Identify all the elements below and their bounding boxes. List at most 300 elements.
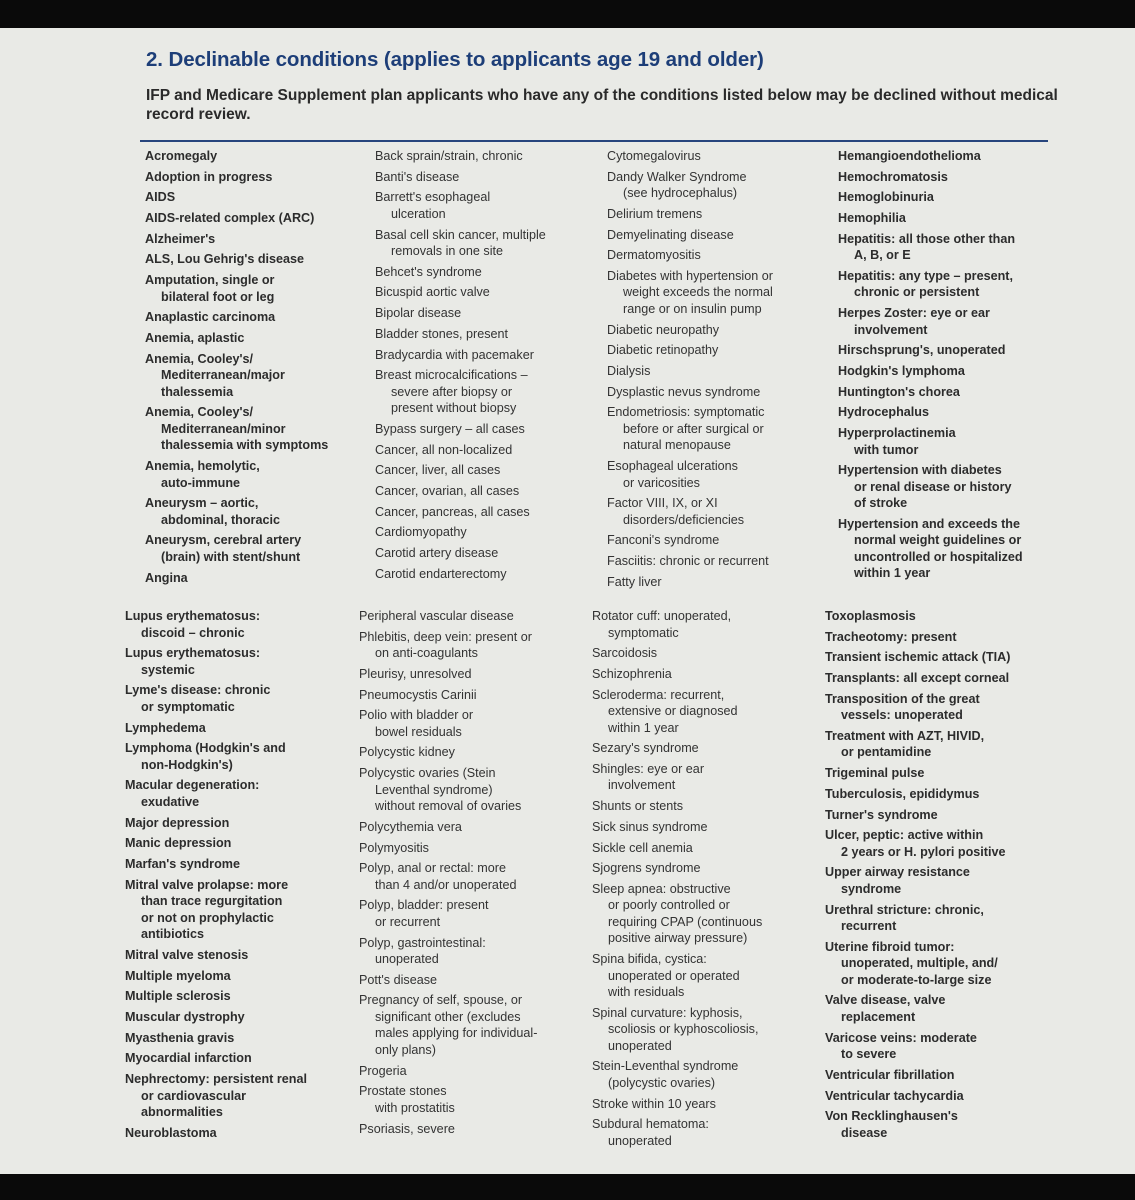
condition-item (145, 251, 360, 268)
condition-line: Diabetic neuropathy (607, 322, 720, 337)
condition-line: Macular degeneration: (125, 778, 260, 793)
condition-item (592, 761, 812, 794)
condition-line: Subdural hematoma: (592, 1117, 709, 1132)
condition-line: Valve disease, valve (825, 993, 946, 1008)
condition-line: syndrome (841, 881, 902, 896)
condition-item (838, 384, 1058, 401)
condition-item (825, 827, 1045, 860)
condition-line: Myasthenia gravis (125, 1030, 235, 1045)
condition-line: Factor VIII, IX, or XI (607, 496, 718, 511)
title-divider (140, 140, 1048, 142)
condition-item (825, 1088, 1045, 1105)
condition-item (838, 268, 1058, 301)
condition-line: on anti-coagulants (375, 646, 478, 661)
condition-item (607, 574, 822, 591)
condition-line: Anemia, aplastic (145, 331, 245, 345)
condition-item (607, 247, 822, 264)
condition-item (825, 902, 1045, 935)
condition-line: Anemia, Cooley's/ (145, 405, 253, 420)
condition-line: Sarcoidosis (592, 646, 658, 661)
condition-item (592, 1116, 812, 1149)
condition-item (592, 951, 812, 1001)
condition-line: Basal cell skin cancer, multiple (375, 227, 546, 242)
condition-item (592, 645, 812, 662)
condition-item (592, 687, 812, 737)
conditions-column-3 (607, 148, 822, 595)
condition-line: Mitral valve stenosis (125, 947, 249, 962)
condition-line: 2 years or H. pylori positive (841, 844, 1006, 859)
condition-line: Pott's disease (359, 972, 438, 987)
condition-line: Lupus erythematosus: (125, 646, 261, 661)
condition-item (592, 798, 812, 815)
condition-line: ALS, Lou Gehrig's disease (145, 252, 305, 267)
condition-line: Banti's disease (375, 169, 460, 184)
condition-item (838, 363, 1058, 380)
condition-item (838, 169, 1058, 186)
condition-item (375, 169, 595, 186)
condition-line: Anaplastic carcinoma (145, 310, 276, 325)
condition-item (359, 608, 579, 625)
condition-item (375, 305, 595, 322)
condition-line: auto-immune (161, 475, 241, 490)
conditions-column-4 (838, 148, 1058, 586)
condition-item (375, 367, 595, 417)
condition-line: or cardiovascular (141, 1088, 246, 1103)
condition-item (838, 305, 1058, 338)
condition-item (825, 807, 1045, 824)
condition-line: of stroke (854, 496, 908, 511)
condition-item (375, 483, 595, 500)
condition-line: within 1 year (608, 720, 679, 735)
condition-line: Toxoplasmosis (825, 609, 916, 623)
condition-line: antibiotics (141, 927, 204, 942)
condition-line: Mediterranean/minor (161, 421, 286, 436)
section-intro: IFP and Medicare Supplement plan applicants who have any of the conditions listed below may be declined without medical record review. (146, 87, 1058, 123)
condition-line: range or on insulin pump (623, 301, 762, 316)
condition-line: Peripheral vascular disease (359, 609, 514, 623)
condition-item (359, 972, 579, 989)
condition-line: Lyme's disease: chronic (125, 683, 271, 698)
condition-item (125, 968, 350, 985)
condition-line: Hirschsprung's, unoperated (838, 343, 1006, 358)
condition-item (592, 860, 812, 877)
condition-line: Ventricular fibrillation (825, 1067, 955, 1082)
condition-line: AIDS-related complex (ARC) (145, 211, 315, 226)
condition-item (359, 897, 579, 930)
condition-line: Pregnancy of self, spouse, or (359, 993, 523, 1008)
condition-line: or varicosities (623, 475, 700, 490)
condition-line: Dandy Walker Syndrome (607, 169, 747, 184)
condition-item (375, 421, 595, 438)
condition-item (825, 765, 1045, 782)
condition-line: Hyperprolactinemia (838, 426, 956, 441)
condition-line: Demyelinating disease (607, 227, 734, 242)
condition-line: Endometriosis: symptomatic (607, 405, 765, 420)
condition-line: A, B, or E (854, 248, 911, 263)
condition-line: or moderate-to-large size (841, 972, 992, 987)
condition-line: Transplants: all except corneal (825, 671, 1010, 686)
condition-line: Hemoglobinuria (838, 190, 934, 205)
condition-line: Lupus erythematosus: (125, 609, 261, 623)
condition-item (838, 210, 1058, 227)
condition-line: (brain) with stent/shunt (161, 549, 301, 564)
condition-line: Behcet's syndrome (375, 264, 482, 279)
condition-line: bowel residuals (375, 724, 462, 739)
condition-item (607, 148, 822, 165)
condition-line: Amputation, single or (145, 273, 275, 288)
condition-item (125, 777, 350, 810)
condition-line: Esophageal ulcerations (607, 459, 738, 474)
condition-line: Aneurysm – aortic, (145, 496, 259, 511)
condition-line: to severe (841, 1047, 897, 1062)
condition-line: Polio with bladder or (359, 708, 474, 723)
condition-line: Bicuspid aortic valve (375, 285, 490, 300)
condition-item (125, 1009, 350, 1026)
condition-line: non-Hodgkin's) (141, 757, 233, 772)
condition-item (375, 442, 595, 459)
condition-line: Fatty liver (607, 574, 662, 589)
condition-item (375, 524, 595, 541)
condition-line: Sickle cell anemia (592, 840, 693, 855)
condition-item (607, 342, 822, 359)
condition-line: Mediterranean/major (161, 368, 285, 383)
condition-item (145, 330, 360, 347)
condition-item (375, 264, 595, 281)
condition-item (607, 227, 822, 244)
condition-item (825, 1108, 1045, 1141)
condition-line: Rotator cuff: unoperated, (592, 609, 732, 623)
condition-item (125, 815, 350, 832)
document-page (0, 28, 1135, 1174)
condition-item (825, 670, 1045, 687)
condition-item (125, 1125, 350, 1142)
condition-line: Cardiomyopathy (375, 525, 467, 540)
condition-line: Delirium tremens (607, 206, 703, 221)
condition-item (145, 495, 360, 528)
condition-item (145, 210, 360, 227)
condition-item (607, 169, 822, 202)
condition-item (838, 189, 1058, 206)
condition-line: Turner's syndrome (825, 807, 938, 822)
condition-item (375, 545, 595, 562)
condition-line: Transient ischemic attack (TIA) (825, 650, 1011, 665)
condition-item (607, 384, 822, 401)
condition-item (838, 516, 1058, 582)
condition-item (359, 860, 579, 893)
condition-line: Ulcer, peptic: active within (825, 828, 984, 843)
condition-line: unoperated (375, 952, 439, 967)
condition-line: Bladder stones, present (375, 326, 509, 341)
condition-item (145, 231, 360, 248)
condition-line: uncontrolled or hospitalized (854, 549, 1023, 564)
condition-line: Marfan's syndrome (125, 857, 240, 871)
condition-item (145, 309, 360, 326)
condition-item (592, 666, 812, 683)
condition-item (825, 1030, 1045, 1063)
conditions-column-5 (125, 608, 350, 1145)
condition-line: Transposition of the great (825, 691, 980, 706)
condition-item (592, 1005, 812, 1055)
condition-item (375, 462, 595, 479)
condition-line: Prostate stones (359, 1084, 447, 1099)
condition-line: Cancer, ovarian, all cases (375, 483, 520, 498)
condition-line: Aneurysm, cerebral artery (145, 533, 302, 548)
condition-item (838, 342, 1058, 359)
condition-line: ulceration (391, 206, 446, 221)
condition-line: unoperated (608, 1133, 672, 1148)
condition-line: involvement (854, 322, 928, 337)
condition-line: Hepatitis: all those other than (838, 231, 1016, 246)
condition-line: discoid – chronic (141, 625, 245, 640)
condition-line: Polymyositis (359, 840, 429, 855)
condition-line: Bradycardia with pacemaker (375, 347, 534, 362)
condition-line: Polyp, bladder: present (359, 898, 489, 913)
condition-item (592, 819, 812, 836)
condition-item (375, 148, 595, 165)
condition-item (592, 1058, 812, 1091)
condition-line: Diabetic retinopathy (607, 343, 719, 358)
condition-item (592, 1096, 812, 1113)
condition-item (125, 608, 350, 641)
condition-line: recurrent (841, 919, 897, 934)
condition-line: Dysplastic nevus syndrome (607, 384, 761, 399)
condition-line: systemic (141, 662, 195, 677)
condition-item (607, 553, 822, 570)
condition-item (375, 347, 595, 364)
condition-line: Hemochromatosis (838, 169, 948, 184)
condition-item (359, 840, 579, 857)
condition-line: Cancer, pancreas, all cases (375, 504, 530, 519)
condition-line: Cancer, liver, all cases (375, 463, 501, 478)
condition-line: Major depression (125, 815, 230, 830)
condition-line: Hemophilia (838, 211, 906, 226)
condition-item (125, 877, 350, 943)
condition-item (825, 608, 1045, 625)
condition-item (825, 992, 1045, 1025)
condition-line: Polyp, gastrointestinal: (359, 935, 486, 950)
conditions-column-8 (825, 608, 1045, 1145)
condition-line: Breast microcalcifications – (375, 368, 528, 383)
condition-item (359, 666, 579, 683)
condition-line: or recurrent (375, 914, 441, 929)
condition-line: Urethral stricture: chronic, (825, 902, 984, 917)
condition-line: exudative (141, 794, 200, 809)
condition-item (592, 881, 812, 947)
conditions-column-2 (375, 148, 595, 586)
condition-line: Shingles: eye or ear (592, 761, 705, 776)
condition-item (125, 947, 350, 964)
condition-item (125, 988, 350, 1005)
condition-line: Dialysis (607, 364, 651, 378)
condition-line: Sjogrens syndrome (592, 861, 701, 876)
condition-line: Schizophrenia (592, 666, 672, 681)
condition-item (838, 425, 1058, 458)
condition-item (838, 231, 1058, 264)
condition-line: replacement (841, 1009, 916, 1024)
condition-line: scoliosis or kyphoscoliosis, (608, 1022, 759, 1037)
condition-line: or pentamidine (841, 745, 932, 760)
condition-item (825, 728, 1045, 761)
condition-item (145, 404, 360, 454)
condition-item (375, 504, 595, 521)
condition-line: Herpes Zoster: eye or ear (838, 306, 990, 321)
condition-item (375, 227, 595, 260)
condition-item (825, 1067, 1045, 1084)
condition-item (145, 272, 360, 305)
condition-line: Polycystic kidney (359, 745, 455, 760)
condition-line: Sezary's syndrome (592, 741, 699, 756)
condition-line: chronic or persistent (854, 285, 980, 300)
condition-line: Multiple myeloma (125, 968, 231, 983)
condition-item (359, 819, 579, 836)
condition-line: thalessemia (161, 384, 234, 399)
condition-line: Polycythemia vera (359, 819, 462, 834)
condition-item (825, 629, 1045, 646)
condition-line: natural menopause (623, 438, 731, 453)
condition-line: Cancer, all non-localized (375, 442, 513, 457)
condition-line: Carotid endarterectomy (375, 566, 507, 581)
condition-line: Neuroblastoma (125, 1125, 217, 1140)
condition-line: extensive or diagnosed (608, 704, 738, 719)
condition-line: disorders/deficiencies (623, 512, 745, 527)
condition-item (592, 740, 812, 757)
condition-line: or symptomatic (141, 699, 235, 714)
condition-item (125, 1071, 350, 1121)
condition-item (375, 566, 595, 583)
condition-line: Manic depression (125, 836, 232, 851)
condition-line: before or after surgical or (623, 421, 764, 436)
conditions-column-6 (359, 608, 579, 1141)
condition-line: Huntington's chorea (838, 384, 960, 399)
condition-line: Hepatitis: any type – present, (838, 268, 1013, 283)
condition-item (838, 462, 1058, 512)
condition-line: disease (841, 1125, 888, 1140)
condition-line: Anemia, Cooley's/ (145, 351, 253, 366)
condition-line: than 4 and/or unoperated (375, 877, 517, 892)
section-title: 2. Declinable conditions (applies to applicants age 19 and older) (146, 48, 764, 71)
condition-item (359, 1121, 579, 1138)
condition-line: Shunts or stents (592, 799, 684, 814)
condition-line: or renal disease or history (854, 479, 1012, 494)
condition-line: Muscular dystrophy (125, 1009, 245, 1024)
condition-item (359, 1063, 579, 1080)
condition-line: (see hydrocephalus) (623, 186, 738, 201)
condition-line: Barrett's esophageal (375, 190, 491, 205)
condition-line: Polyp, anal or rectal: more (359, 861, 506, 876)
condition-line: removals in one site (391, 244, 503, 259)
condition-line: Spina bifida, cystica: (592, 952, 707, 967)
condition-item (592, 608, 812, 641)
condition-line: with prostatitis (375, 1100, 455, 1115)
condition-line: Hodgkin's lymphoma (838, 364, 965, 378)
condition-item (359, 707, 579, 740)
condition-item (125, 682, 350, 715)
condition-line: Trigeminal pulse (825, 766, 925, 781)
condition-item (825, 649, 1045, 666)
condition-line: than trace regurgitation (141, 894, 283, 909)
condition-line: Treatment with AZT, HIVID, (825, 728, 985, 743)
condition-item (125, 1030, 350, 1047)
condition-line: with residuals (608, 985, 685, 1000)
condition-line: vessels: unoperated (841, 708, 963, 723)
condition-line: abnormalities (141, 1105, 223, 1119)
condition-line: Sleep apnea: obstructive (592, 881, 731, 896)
condition-line: Hypertension and exceeds the (838, 516, 1020, 531)
condition-item (607, 268, 822, 318)
condition-line: thalessemia with symptoms (161, 438, 329, 453)
condition-line: present without biopsy (391, 401, 517, 416)
condition-item (825, 786, 1045, 803)
condition-line: unoperated, multiple, and/ (841, 956, 998, 971)
condition-item (592, 840, 812, 857)
condition-item (145, 532, 360, 565)
condition-line: Scleroderma: recurrent, (592, 687, 725, 702)
condition-line: without removal of ovaries (375, 799, 522, 814)
condition-line: AIDS (145, 190, 176, 205)
condition-item (838, 404, 1058, 421)
condition-line: (polycystic ovaries) (608, 1075, 716, 1090)
condition-line: Pneumocystis Carinii (359, 687, 477, 702)
condition-item (145, 169, 360, 186)
condition-item (607, 458, 822, 491)
condition-item (607, 322, 822, 339)
condition-line: Spinal curvature: kyphosis, (592, 1005, 743, 1020)
condition-line: Multiple sclerosis (125, 989, 231, 1004)
condition-line: weight exceeds the normal (623, 285, 773, 300)
condition-item (607, 404, 822, 454)
condition-line: Carotid artery disease (375, 546, 499, 560)
condition-line: Mitral valve prolapse: more (125, 877, 289, 892)
condition-item (375, 326, 595, 343)
condition-line: normal weight guidelines or (854, 533, 1022, 548)
condition-item (145, 570, 360, 587)
condition-line: significant other (excludes (375, 1009, 521, 1024)
condition-line: or poorly controlled or (608, 898, 730, 913)
condition-line: or not on prophylactic (141, 910, 274, 925)
condition-item (359, 687, 579, 704)
condition-item (125, 856, 350, 873)
condition-line: Phlebitis, deep vein: present or (359, 629, 532, 644)
condition-item (838, 148, 1058, 165)
condition-line: severe after biopsy or (391, 384, 513, 399)
condition-item (607, 495, 822, 528)
condition-line: Nephrectomy: persistent renal (125, 1072, 307, 1086)
condition-item (359, 744, 579, 761)
condition-line: with tumor (854, 442, 919, 457)
condition-item (607, 206, 822, 223)
condition-line: within 1 year (854, 566, 931, 581)
condition-line: Stroke within 10 years (592, 1096, 716, 1111)
condition-line: unoperated or operated (608, 968, 740, 983)
condition-line: Pleurisy, unresolved (359, 666, 472, 681)
condition-line: Ventricular tachycardia (825, 1088, 964, 1103)
conditions-column-7 (592, 608, 812, 1154)
condition-line: Leventhal syndrome) (375, 782, 493, 797)
condition-line: Psoriasis, severe (359, 1121, 455, 1136)
condition-line: Fanconi's syndrome (607, 533, 720, 548)
condition-line: symptomatic (608, 625, 679, 640)
condition-item (125, 835, 350, 852)
condition-line: Polycystic ovaries (Stein (359, 766, 496, 781)
condition-line: Uterine fibroid tumor: (825, 939, 955, 954)
condition-line: Lymphedema (125, 720, 206, 735)
condition-item (607, 532, 822, 549)
condition-line: requiring CPAP (continuous (608, 914, 763, 929)
condition-line: Alzheimer's (145, 231, 216, 246)
condition-line: Cytomegalovirus (607, 149, 701, 163)
condition-line: Back sprain/strain, chronic (375, 149, 523, 163)
condition-item (125, 720, 350, 737)
